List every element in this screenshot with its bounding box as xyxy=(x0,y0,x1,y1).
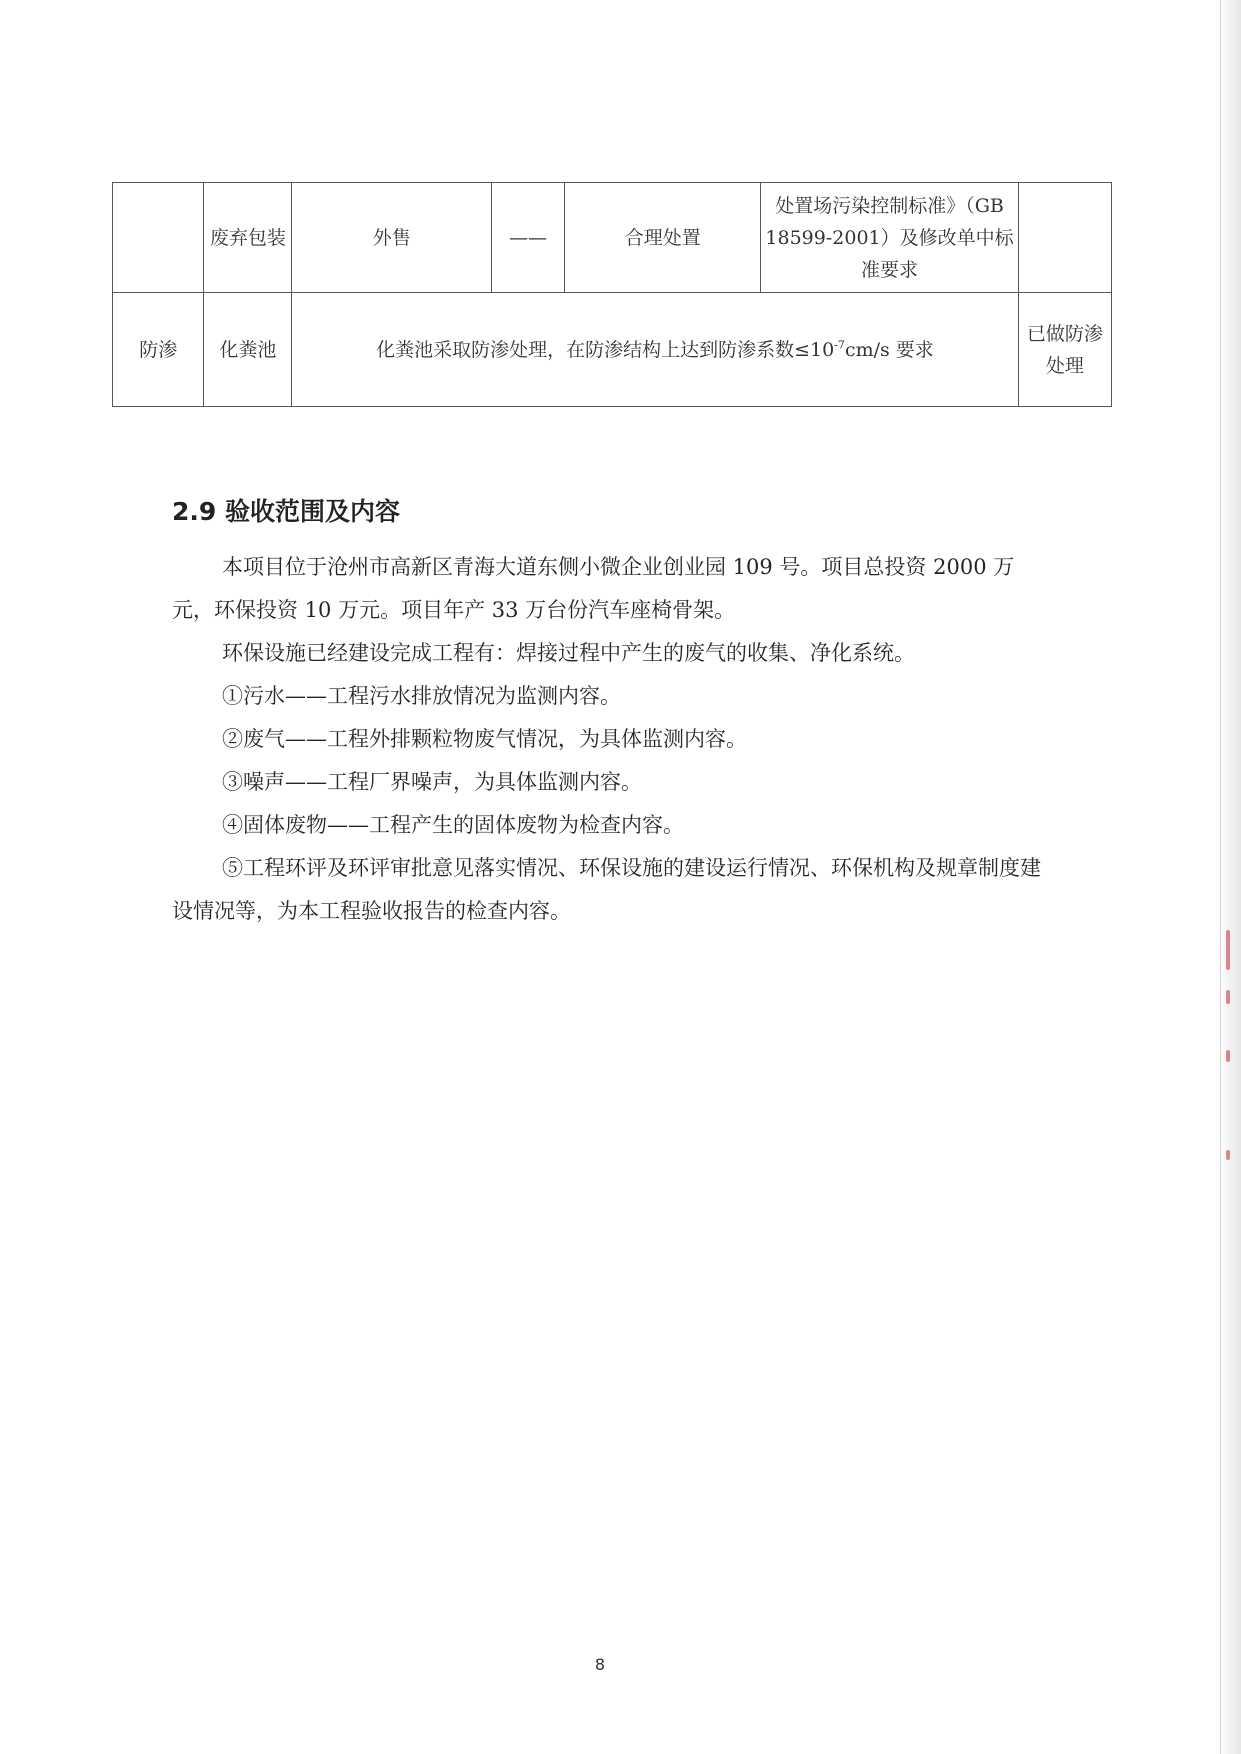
table-cell-standard: 处置场污染控制标准》（GB 18599-2001）及修改单中标准要求 xyxy=(761,183,1018,293)
project-overview-paragraph: 本项目位于沧州市高新区青海大道东侧小微企业创业园 109 号。项目总投资 2000 万元，环保投资 10 万元。项目年产 33 万台份汽车座椅骨架。 xyxy=(172,555,1015,622)
list-item: ④固体废物——工程产生的固体废物为检查内容。 xyxy=(222,813,684,837)
table-cell-empty xyxy=(113,183,204,293)
table-cell-dash: —— xyxy=(492,183,565,293)
table-cell-handling: 合理处置 xyxy=(565,183,761,293)
requirement-exponent: -7 xyxy=(834,338,845,352)
table-row xyxy=(113,293,1112,407)
list-item: ③噪声——工程厂界噪声，为具体监测内容。 xyxy=(222,770,642,794)
list-item: ⑤工程环评及环评审批意见落实情况、环保设施的建设运行情况、环保机构及规章制度建设情况等，为本工程验收报告的检查内容。 xyxy=(172,856,1041,923)
treatment-table xyxy=(112,182,1112,407)
requirement-text: 化粪池采取防渗处理，在防渗结构上达到防渗系数≤10 xyxy=(376,338,835,361)
page-number: 8 xyxy=(594,1655,606,1674)
table-cell-category: 防渗 xyxy=(113,293,204,407)
list-item: ①污水——工程污水排放情况为监测内容。 xyxy=(222,684,621,708)
table-row xyxy=(113,183,1112,293)
page-edge-line xyxy=(1220,0,1221,1754)
stamp-fragment xyxy=(1226,930,1230,970)
stamp-fragment xyxy=(1226,1050,1230,1062)
table-cell-disposal: 外售 xyxy=(292,183,492,293)
acceptance-scope-section xyxy=(172,492,1052,933)
page-edge-shadow xyxy=(1219,0,1241,1754)
stamp-fragment xyxy=(1226,1150,1230,1160)
section-heading: 2.9 验收范围及内容 xyxy=(172,497,400,526)
table-cell-empty xyxy=(1018,183,1111,293)
treatment-table-container xyxy=(112,182,1112,407)
table-cell-requirement xyxy=(292,293,1018,407)
table-cell-facility: 化粪池 xyxy=(204,293,292,407)
stamp-fragment xyxy=(1226,990,1230,1004)
requirement-unit: cm/s 要求 xyxy=(844,338,934,361)
facilities-paragraph: 环保设施已经建设完成工程有：焊接过程中产生的废气的收集、净化系统。 xyxy=(222,641,915,665)
list-item: ②废气——工程外排颗粒物废气情况，为具体监测内容。 xyxy=(222,727,747,751)
table-cell-waste-type: 废弃包装 xyxy=(204,183,292,293)
table-cell-status: 已做防渗处理 xyxy=(1018,293,1111,407)
